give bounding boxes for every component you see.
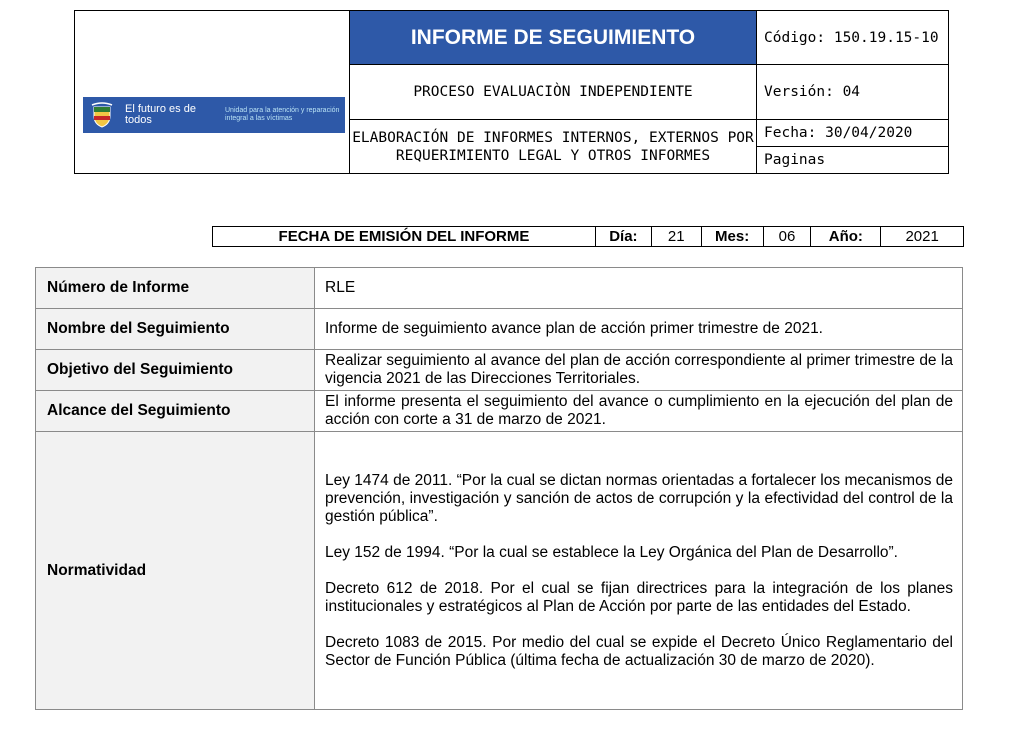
month-label: Mes: xyxy=(702,227,764,246)
table-row xyxy=(36,350,963,391)
year-value: 2021 xyxy=(905,228,939,245)
row-value: El informe presenta el seguimiento del avance o cumplimiento en la ejecución del plan de acción con corte a 31 de marzo de 2021. xyxy=(315,391,963,432)
row-value: RLE xyxy=(315,268,963,309)
logo-text: El futuro es de todos xyxy=(125,103,196,126)
norm-item: Ley 1474 de 2011. “Por la cual se dictan normas orientadas a fortalecer los mecanismos de prevención, investigación y sanción de actos de corrupción y la efectividad del control de la gestión pública”. xyxy=(325,471,953,525)
table-row xyxy=(36,432,963,710)
process-name: PROCESO EVALUACIÒN INDEPENDIENTE xyxy=(350,65,757,120)
emission-date-bar xyxy=(212,226,964,247)
table-row xyxy=(36,268,963,309)
day-label: Día: xyxy=(596,227,652,246)
document-pages: Paginas xyxy=(757,147,949,174)
norm-item: Decreto 612 de 2018. Por el cual se fijan directrices para la integración de los planes institucionales y estratégicos al Plan de Acción por parte de las entidades del Estado. xyxy=(325,579,953,615)
row-key: Nombre del Seguimiento xyxy=(36,309,315,350)
row-value: Informe de seguimiento avance plan de acción primer trimestre de 2021. xyxy=(315,309,963,350)
coat-of-arms-icon xyxy=(91,102,113,128)
document-title: INFORME DE SEGUIMIENTO xyxy=(350,11,757,65)
day-value: 21 xyxy=(652,227,702,246)
month-value: 06 xyxy=(764,227,812,246)
procedure-name: ELABORACIÓN DE INFORMES INTERNOS, EXTERNOS POR REQUERIMIENTO LEGAL Y OTROS INFORMES xyxy=(350,120,757,174)
logo-cell xyxy=(75,11,350,174)
report-details-table xyxy=(35,267,963,710)
normatividad-list xyxy=(315,432,963,710)
document-header xyxy=(74,10,949,174)
logo-subtext: Unidad para la atención y reparación integral a las víctimas xyxy=(225,107,340,122)
table-row xyxy=(36,309,963,350)
row-key: Número de Informe xyxy=(36,268,315,309)
row-key: Alcance del Seguimiento xyxy=(36,391,315,432)
organization-logo xyxy=(83,97,345,133)
row-key: Objetivo del Seguimiento xyxy=(36,350,315,391)
norm-item: Ley 152 de 1994. “Por la cual se establece la Ley Orgánica del Plan de Desarrollo”. xyxy=(325,543,898,561)
document-code: Código: 150.19.15-10 xyxy=(757,11,949,65)
table-row xyxy=(36,391,963,432)
year-label: Año: xyxy=(811,227,881,246)
document-date: Fecha: 30/04/2020 xyxy=(757,120,949,147)
normatividad-key: Normatividad xyxy=(36,432,315,710)
row-value: Realizar seguimiento al avance del plan de acción correspondiente al primer trimestre de la vigencia 2021 de las Direcciones Territoriales. xyxy=(315,350,963,391)
emission-label: FECHA DE EMISIÓN DEL INFORME xyxy=(213,227,596,246)
norm-item: Decreto 1083 de 2015. Por medio del cual se expide el Decreto Único Reglamentario del Sector de Función Pública (última fecha de actualización 30 de marzo de 2020). xyxy=(325,633,953,669)
document-version: Versión: 04 xyxy=(757,65,949,120)
